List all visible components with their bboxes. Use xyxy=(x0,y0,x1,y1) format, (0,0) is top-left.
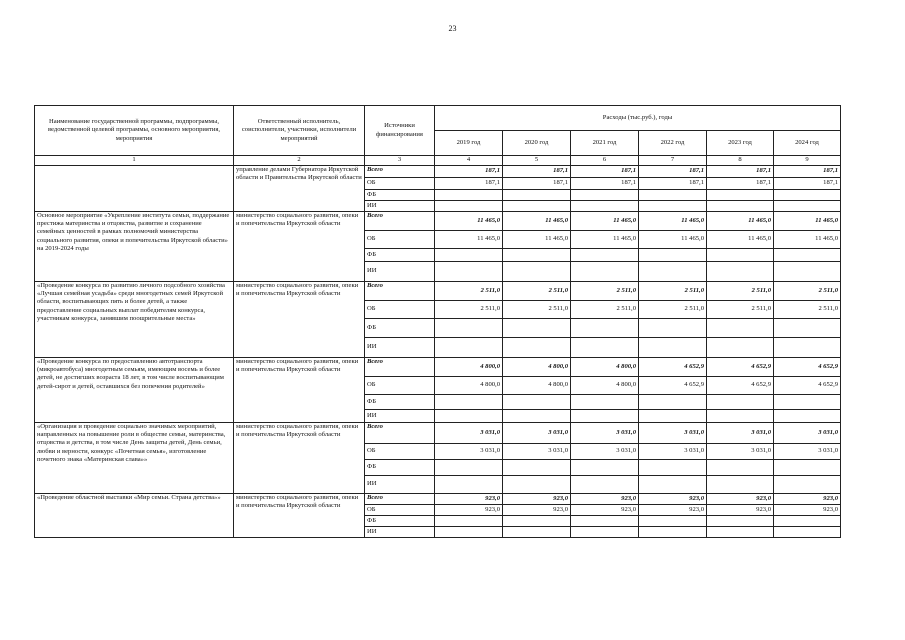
amount-cell xyxy=(503,516,571,527)
amount-cell xyxy=(571,516,639,527)
column-number: 3 xyxy=(365,156,435,166)
funding-source: ОБ xyxy=(365,444,435,460)
amount-cell xyxy=(639,262,707,282)
responsible-executor: министерство социального развития, опеки и попечительства Иркутской области xyxy=(234,282,365,358)
amount-cell xyxy=(707,476,774,494)
amount-cell: 3 031,0 xyxy=(707,423,774,444)
amount-cell: 187,1 xyxy=(639,178,707,190)
amount-cell xyxy=(774,338,841,358)
amount-cell: 2 511,0 xyxy=(639,301,707,319)
amount-cell xyxy=(503,262,571,282)
amount-cell xyxy=(571,249,639,262)
column-number: 6 xyxy=(571,156,639,166)
amount-cell: 4 652,9 xyxy=(707,358,774,377)
amount-cell: 187,1 xyxy=(571,178,639,190)
column-number: 5 xyxy=(503,156,571,166)
amount-cell: 2 511,0 xyxy=(707,301,774,319)
amount-cell xyxy=(707,527,774,538)
amount-cell xyxy=(503,338,571,358)
amount-cell xyxy=(774,395,841,410)
amount-cell: 11 465,0 xyxy=(707,212,774,231)
amount-cell xyxy=(435,395,503,410)
amount-cell: 923,0 xyxy=(503,505,571,516)
amount-cell: 923,0 xyxy=(774,505,841,516)
responsible-executor: министерство социального развития, опеки и попечительства Иркутской области xyxy=(234,212,365,282)
amount-cell: 4 800,0 xyxy=(571,358,639,377)
funding-source: Всего xyxy=(365,212,435,231)
amount-cell xyxy=(707,395,774,410)
amount-cell xyxy=(639,190,707,201)
amount-cell: 4 652,9 xyxy=(639,377,707,395)
measure-name: «Проведение областной выставки «Мир семьи. Страна детства»» xyxy=(35,494,234,538)
amount-cell xyxy=(774,262,841,282)
amount-cell xyxy=(571,410,639,423)
amount-cell xyxy=(435,516,503,527)
amount-cell xyxy=(571,262,639,282)
amount-cell xyxy=(639,516,707,527)
amount-cell: 187,1 xyxy=(707,166,774,178)
amount-cell: 3 031,0 xyxy=(774,444,841,460)
amount-cell: 2 511,0 xyxy=(774,301,841,319)
header-year: 2019 год xyxy=(435,131,503,156)
header-year: 2022 год xyxy=(639,131,707,156)
amount-cell: 11 465,0 xyxy=(503,212,571,231)
amount-cell: 4 652,9 xyxy=(707,377,774,395)
amount-cell xyxy=(503,201,571,212)
amount-cell xyxy=(571,201,639,212)
amount-cell: 3 031,0 xyxy=(639,444,707,460)
amount-cell: 11 465,0 xyxy=(707,231,774,249)
column-number: 9 xyxy=(774,156,841,166)
amount-cell xyxy=(503,190,571,201)
amount-cell: 3 031,0 xyxy=(571,423,639,444)
amount-cell: 187,1 xyxy=(503,178,571,190)
budget-table xyxy=(34,105,841,538)
page-number: 23 xyxy=(448,24,457,33)
header-name: Наименование государственной программы, подпрограммы, ведомственной целевой программы, основного мероприятия, мероприятия xyxy=(35,106,234,156)
amount-cell: 3 031,0 xyxy=(774,423,841,444)
column-number: 4 xyxy=(435,156,503,166)
funding-source: Всего xyxy=(365,494,435,505)
amount-cell xyxy=(571,460,639,476)
amount-cell: 923,0 xyxy=(503,494,571,505)
amount-cell: 923,0 xyxy=(707,494,774,505)
amount-cell xyxy=(503,395,571,410)
amount-cell: 11 465,0 xyxy=(774,231,841,249)
amount-cell xyxy=(707,338,774,358)
amount-cell xyxy=(639,395,707,410)
amount-cell: 2 511,0 xyxy=(707,282,774,301)
amount-cell: 4 800,0 xyxy=(503,377,571,395)
amount-cell: 11 465,0 xyxy=(639,212,707,231)
amount-cell: 4 800,0 xyxy=(435,358,503,377)
amount-cell xyxy=(435,319,503,338)
amount-cell xyxy=(571,395,639,410)
amount-cell: 3 031,0 xyxy=(503,423,571,444)
amount-cell xyxy=(774,527,841,538)
amount-cell xyxy=(639,319,707,338)
funding-source: ФБ xyxy=(365,395,435,410)
column-number: 2 xyxy=(234,156,365,166)
amount-cell xyxy=(707,262,774,282)
amount-cell xyxy=(571,338,639,358)
amount-cell: 923,0 xyxy=(707,505,774,516)
amount-cell: 2 511,0 xyxy=(503,301,571,319)
amount-cell xyxy=(707,319,774,338)
amount-cell xyxy=(571,190,639,201)
amount-cell: 187,1 xyxy=(571,166,639,178)
amount-cell xyxy=(435,410,503,423)
amount-cell xyxy=(503,319,571,338)
funding-source: ИИ xyxy=(365,201,435,212)
amount-cell: 187,1 xyxy=(503,166,571,178)
column-number: 1 xyxy=(35,156,234,166)
amount-cell xyxy=(503,476,571,494)
funding-source: Всего xyxy=(365,358,435,377)
amount-cell: 3 031,0 xyxy=(435,423,503,444)
table-row xyxy=(35,423,841,444)
amount-cell: 923,0 xyxy=(639,494,707,505)
amount-cell: 4 800,0 xyxy=(435,377,503,395)
funding-source: ОБ xyxy=(365,505,435,516)
amount-cell: 187,1 xyxy=(435,178,503,190)
column-number: 7 xyxy=(639,156,707,166)
table-row xyxy=(35,358,841,377)
amount-cell: 11 465,0 xyxy=(639,231,707,249)
amount-cell xyxy=(707,249,774,262)
measure-name: «Проведение конкурса по развитию личного подсобного хозяйства «Лучшая семейная усадьба» среди многодетных семей Иркутской области, воспитывающих пять и более детей, а также предоставление социальных выплат победителям конкурса, участникам конкурса, занявшим поощрительные места» xyxy=(35,282,234,358)
amount-cell: 3 031,0 xyxy=(707,444,774,460)
amount-cell xyxy=(503,527,571,538)
funding-source: ИИ xyxy=(365,410,435,423)
amount-cell xyxy=(503,460,571,476)
table-row xyxy=(35,282,841,301)
funding-source: ИИ xyxy=(365,527,435,538)
column-number: 8 xyxy=(707,156,774,166)
header-responsible: Ответственный исполнитель, соисполнители, участники, исполнители мероприятий xyxy=(234,106,365,156)
amount-cell: 923,0 xyxy=(435,505,503,516)
measure-name: «Организация и проведение социально значимых мероприятий, направленных на повышение роли в обществе семьи, материнства, отцовства и детства, в том числе День защиты детей, День семьи, любви и верности, конкурс «Почетная семья», изготовление почетного знака «Материнская слава»» xyxy=(35,423,234,494)
amount-cell: 11 465,0 xyxy=(435,231,503,249)
measure-name: Основное мероприятие «Укрепление института семьи, поддержание престижа материнства и отцовства, развитие и сохранение семейных ценностей в рамках полномочий министерства социального развития, опеки и попечительства Иркутской области» на 2019-2024 годы xyxy=(35,212,234,282)
funding-source: ФБ xyxy=(365,516,435,527)
responsible-executor: министерство социального развития, опеки и попечительства Иркутской области xyxy=(234,423,365,494)
amount-cell: 11 465,0 xyxy=(571,212,639,231)
amount-cell: 187,1 xyxy=(707,178,774,190)
amount-cell: 923,0 xyxy=(571,494,639,505)
amount-cell xyxy=(774,319,841,338)
amount-cell xyxy=(639,527,707,538)
measure-name xyxy=(35,166,234,212)
amount-cell xyxy=(707,460,774,476)
amount-cell xyxy=(774,249,841,262)
amount-cell: 2 511,0 xyxy=(571,301,639,319)
amount-cell xyxy=(707,201,774,212)
amount-cell xyxy=(774,201,841,212)
amount-cell: 187,1 xyxy=(435,166,503,178)
amount-cell xyxy=(774,190,841,201)
amount-cell: 11 465,0 xyxy=(571,231,639,249)
funding-source: ИИ xyxy=(365,338,435,358)
funding-source: Всего xyxy=(365,166,435,178)
funding-source: Всего xyxy=(365,423,435,444)
responsible-executor: министерство социального развития, опеки и попечительства Иркутской области xyxy=(234,494,365,538)
amount-cell: 3 031,0 xyxy=(639,423,707,444)
amount-cell: 4 800,0 xyxy=(503,358,571,377)
amount-cell: 187,1 xyxy=(774,166,841,178)
amount-cell xyxy=(774,516,841,527)
amount-cell xyxy=(435,249,503,262)
amount-cell: 3 031,0 xyxy=(435,444,503,460)
amount-cell xyxy=(707,410,774,423)
header-expenses: Расходы (тыс.руб.), годы xyxy=(435,106,841,131)
table-row xyxy=(35,166,841,178)
funding-source: ИИ xyxy=(365,476,435,494)
funding-source: ОБ xyxy=(365,377,435,395)
amount-cell xyxy=(774,476,841,494)
header-year: 2021 год xyxy=(571,131,639,156)
funding-source: ФБ xyxy=(365,460,435,476)
amount-cell xyxy=(435,262,503,282)
amount-cell: 187,1 xyxy=(774,178,841,190)
amount-cell xyxy=(774,460,841,476)
amount-cell: 923,0 xyxy=(571,505,639,516)
funding-source: ОБ xyxy=(365,301,435,319)
amount-cell: 2 511,0 xyxy=(774,282,841,301)
amount-cell: 923,0 xyxy=(435,494,503,505)
table-row xyxy=(35,494,841,505)
header-year: 2023 год xyxy=(707,131,774,156)
amount-cell: 4 652,9 xyxy=(774,377,841,395)
amount-cell xyxy=(639,460,707,476)
amount-cell xyxy=(435,527,503,538)
measure-name: «Проведение конкурса по предоставлению автотранспорта (микроавтобуса) многодетным семьям, имеющим восемь и более детей, не достигших возраста 18 лет, в том числе воспитывающим детей-сирот и детей, оставшихся без попечения родителей» xyxy=(35,358,234,423)
amount-cell xyxy=(571,319,639,338)
amount-cell: 11 465,0 xyxy=(774,212,841,231)
amount-cell xyxy=(774,410,841,423)
funding-source: ФБ xyxy=(365,190,435,201)
amount-cell: 923,0 xyxy=(639,505,707,516)
amount-cell xyxy=(707,190,774,201)
funding-source: ОБ xyxy=(365,178,435,190)
amount-cell xyxy=(639,249,707,262)
amount-cell xyxy=(639,410,707,423)
amount-cell xyxy=(435,338,503,358)
amount-cell xyxy=(435,476,503,494)
amount-cell: 4 652,9 xyxy=(639,358,707,377)
header-source: Источники финансирования xyxy=(365,106,435,156)
amount-cell xyxy=(571,527,639,538)
amount-cell xyxy=(707,516,774,527)
responsible-executor: министерство социального развития, опеки и попечительства Иркутской области xyxy=(234,358,365,423)
amount-cell xyxy=(435,460,503,476)
responsible-executor: управление делами Губернатора Иркутской области и Правительства Иркутской области xyxy=(234,166,365,212)
funding-source: Всего xyxy=(365,282,435,301)
header-year: 2024 год xyxy=(774,131,841,156)
amount-cell: 2 511,0 xyxy=(571,282,639,301)
amount-cell xyxy=(435,190,503,201)
funding-source: ФБ xyxy=(365,249,435,262)
amount-cell: 11 465,0 xyxy=(435,212,503,231)
amount-cell xyxy=(503,410,571,423)
amount-cell xyxy=(639,338,707,358)
amount-cell: 4 652,9 xyxy=(774,358,841,377)
amount-cell: 2 511,0 xyxy=(639,282,707,301)
amount-cell xyxy=(571,476,639,494)
amount-cell xyxy=(639,201,707,212)
amount-cell xyxy=(503,249,571,262)
header-year: 2020 год xyxy=(503,131,571,156)
amount-cell: 2 511,0 xyxy=(503,282,571,301)
amount-cell xyxy=(639,476,707,494)
amount-cell: 4 800,0 xyxy=(571,377,639,395)
amount-cell: 3 031,0 xyxy=(571,444,639,460)
column-numbers-row xyxy=(35,156,841,166)
funding-source: ИИ xyxy=(365,262,435,282)
amount-cell: 187,1 xyxy=(639,166,707,178)
amount-cell: 3 031,0 xyxy=(503,444,571,460)
table-row xyxy=(35,212,841,231)
amount-cell: 923,0 xyxy=(774,494,841,505)
amount-cell: 2 511,0 xyxy=(435,282,503,301)
funding-source: ОБ xyxy=(365,231,435,249)
amount-cell: 11 465,0 xyxy=(503,231,571,249)
amount-cell: 2 511,0 xyxy=(435,301,503,319)
amount-cell xyxy=(435,201,503,212)
funding-source: ФБ xyxy=(365,319,435,338)
